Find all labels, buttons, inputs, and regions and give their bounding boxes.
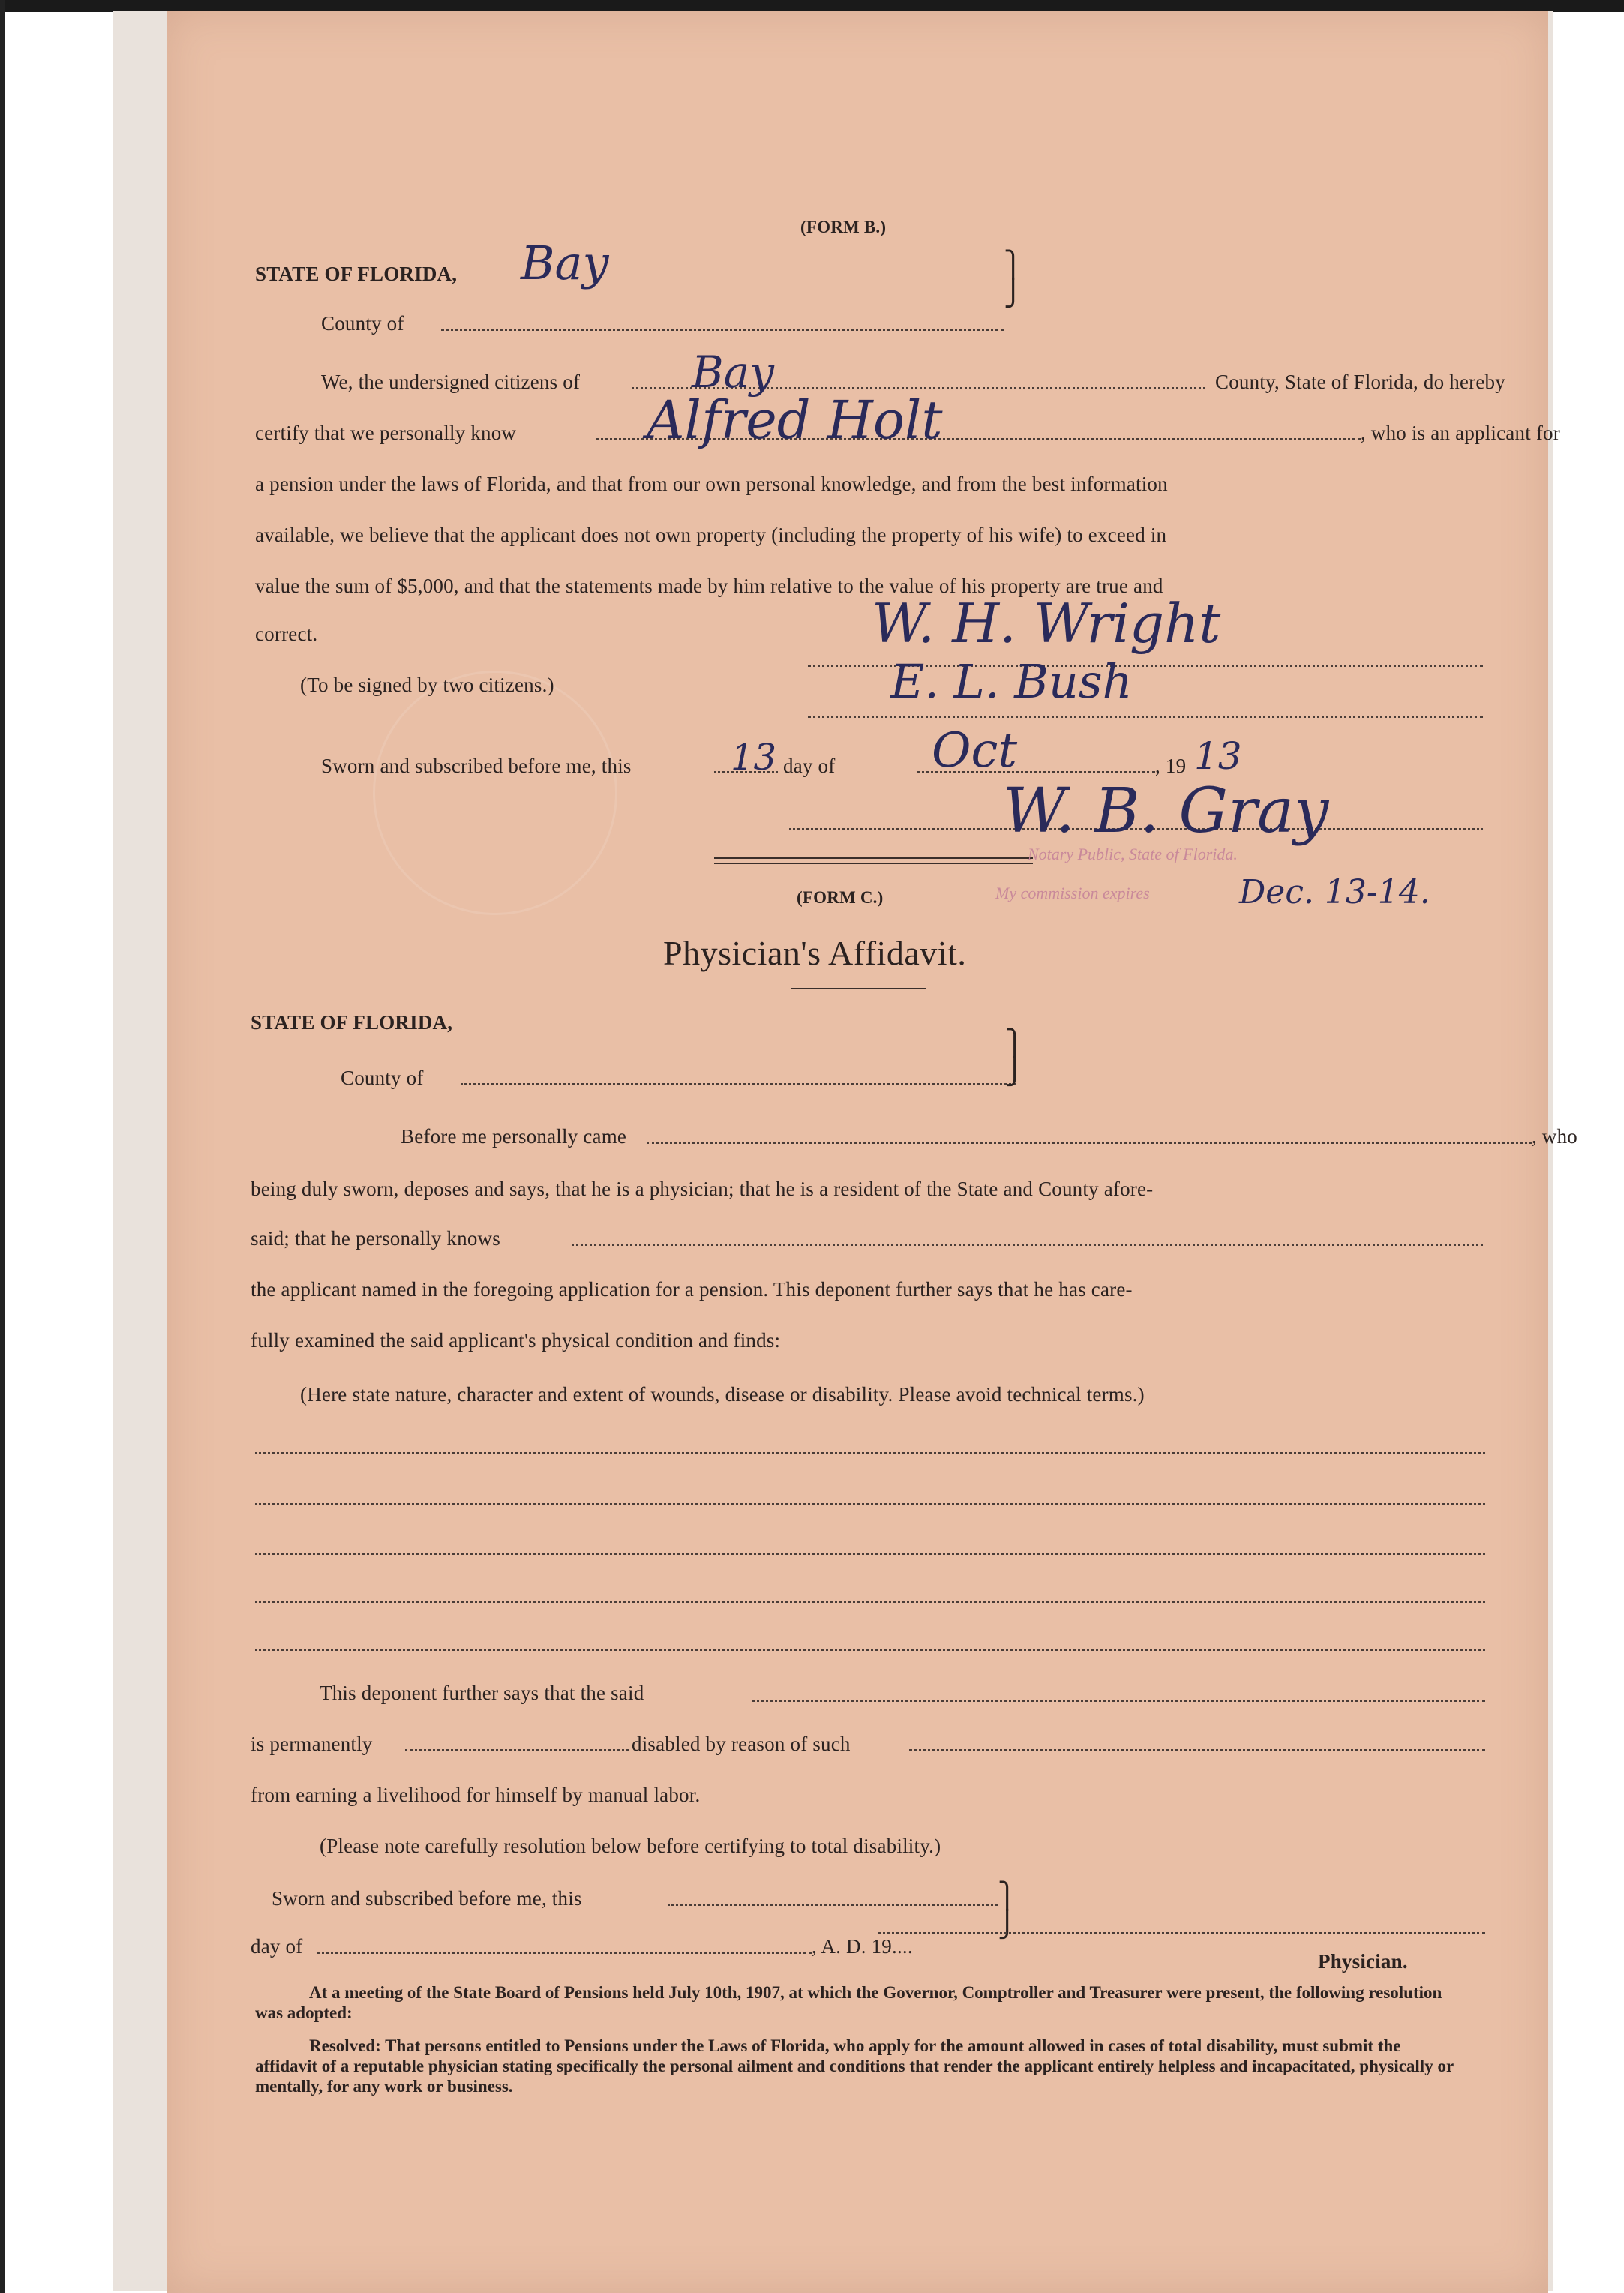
sworn-year-handwriting: 13 [1194, 734, 1242, 778]
resolution-text: Resolved: That persons entitled to Pensions under the Laws of Florida, who apply for the amount allowed in cases of total disability, must submit the affidavit of a reputable physician stating specifically the personal ailment and conditions that render the applicant entirely helpless and incapacitated, physically or mentally, for any work or business. [255, 2036, 1454, 2096]
signature-2-dots [808, 716, 1483, 718]
form-c-brace: ⎫ ⎭ [1005, 1028, 1025, 1087]
form-b-line2-b: , who is an applicant for [1361, 422, 1560, 444]
county-handwriting: Bay [521, 236, 609, 290]
physician-affidavit-title: Physician's Affidavit. [663, 934, 967, 972]
embossed-seal [373, 671, 617, 915]
applicant-name-handwriting: Alfred Holt [647, 389, 943, 451]
form-b-label: (FORM B.) [800, 218, 887, 236]
form-b-line1-a: We, the undersigned citizens of [321, 371, 581, 393]
form-c-line3-a: said; that he personally knows [251, 1227, 500, 1250]
form-b-line1-b: County, State of Florida, do hereby [1215, 371, 1505, 393]
sworn-year-prefix: , 19 [1155, 755, 1187, 777]
physician-label: Physician. [1318, 1950, 1408, 1973]
signature-2: E. L. Bush [890, 654, 1133, 709]
before-me-b: , who [1532, 1125, 1577, 1148]
form-b-line3: a pension under the laws of Florida, and that from our own personal knowledge, and from the best information [255, 473, 1168, 495]
sworn-day-handwriting: 13 [731, 737, 777, 779]
form-b-county-label: County of [321, 312, 404, 335]
form-c-sworn-brace: ⎫ ⎭ [998, 1881, 1017, 1940]
form-c-county-dots [461, 1083, 1016, 1085]
form-c-sworn-a: Sworn and subscribed before me, this [272, 1887, 582, 1910]
form-c-sworn-dots [668, 1904, 998, 1906]
findings-line-3 [255, 1553, 1485, 1555]
form-b-state: STATE OF FLORIDA, [255, 263, 458, 285]
title-underline [791, 988, 926, 989]
knows-dots [572, 1244, 1483, 1246]
notary-stamp-line1: Notary Public, State of Florida. [1028, 845, 1238, 863]
permanently-dots [405, 1749, 629, 1751]
permanently-a: is permanently [251, 1733, 373, 1755]
citizens-county-handwriting: Bay [692, 347, 774, 398]
before-me-dots [647, 1142, 1532, 1144]
form-c-line2: being duly sworn, deposes and says, that he is a physician; that he is a resident of the State and County afore- [251, 1178, 1154, 1200]
form-c-county-label: County of [341, 1067, 424, 1089]
form-b-brace: ⎫ ⎭ [1004, 250, 1023, 308]
deponent-a: This deponent further says that the said [320, 1682, 644, 1704]
form-c-line4: the applicant named in the foregoing application for a pension. This deponent further says that he has care- [251, 1278, 1133, 1301]
form-c-label: (FORM C.) [797, 888, 884, 907]
form-b-line6: correct. [255, 623, 318, 645]
form-divider-top [714, 857, 1033, 859]
findings-line-2 [255, 1503, 1485, 1505]
form-divider-bottom [714, 863, 1033, 864]
day-of-dots [317, 1952, 812, 1954]
ad-label: , A. D. 19.... [812, 1935, 913, 1958]
form-c-state: STATE OF FLORIDA, [251, 1011, 453, 1034]
notary-signature: W. B. Gray [1003, 776, 1329, 847]
findings-line-5 [255, 1649, 1485, 1651]
form-c-line5: fully examined the said applicant's physical condition and finds: [251, 1329, 781, 1352]
sworn-b-text-a: Sworn and subscribed before me, this [321, 755, 632, 777]
resolution-note: (Please note carefully resolution below before certifying to total disability.) [320, 1835, 941, 1857]
form-b-line2-a: certify that we personally know [255, 422, 517, 444]
form-b-line4: available, we believe that the applicant does not own property (including the property of his wife) to exceed in [255, 524, 1167, 546]
form-b-line5: value the sum of $5,000, and that the statements made by him relative to the value of his property are true and [255, 575, 1163, 597]
deponent-dots [752, 1700, 1485, 1702]
before-me-a: Before me personally came [401, 1125, 627, 1148]
findings-line-1 [255, 1452, 1485, 1454]
disabled-reason-dots [909, 1749, 1485, 1751]
findings-line-4 [255, 1601, 1485, 1603]
notary-stamp-line2: My commission expires [995, 884, 1150, 902]
notary-expiry-handwriting: Dec. 13-14. [1239, 873, 1430, 911]
county-dotted-line [441, 329, 1004, 331]
physician-signature-dots [878, 1932, 1485, 1934]
day-of-label: day of [251, 1935, 303, 1958]
board-meeting-text: At a meeting of the State Board of Pensions held July 10th, 1907, at which the Governor, Comptroller and Treasurer were present, the following resolution was adopted: [255, 1983, 1442, 2022]
sworn-month-handwriting: Oct [932, 723, 1018, 779]
permanently-b: disabled by reason of such [632, 1733, 851, 1755]
sworn-b-text-b: day of [783, 755, 836, 777]
form-c-instruction: (Here state nature, character and extent of wounds, disease or disability. Please avoid technical terms.) [300, 1383, 1145, 1406]
signed-note: (To be signed by two citizens.) [300, 674, 554, 696]
scan-left-edge [0, 0, 5, 2293]
livelihood-line: from earning a livelihood for himself by manual labor. [251, 1784, 701, 1806]
signature-1: W. H. Wright [872, 592, 1221, 655]
document-page [167, 11, 1577, 2293]
